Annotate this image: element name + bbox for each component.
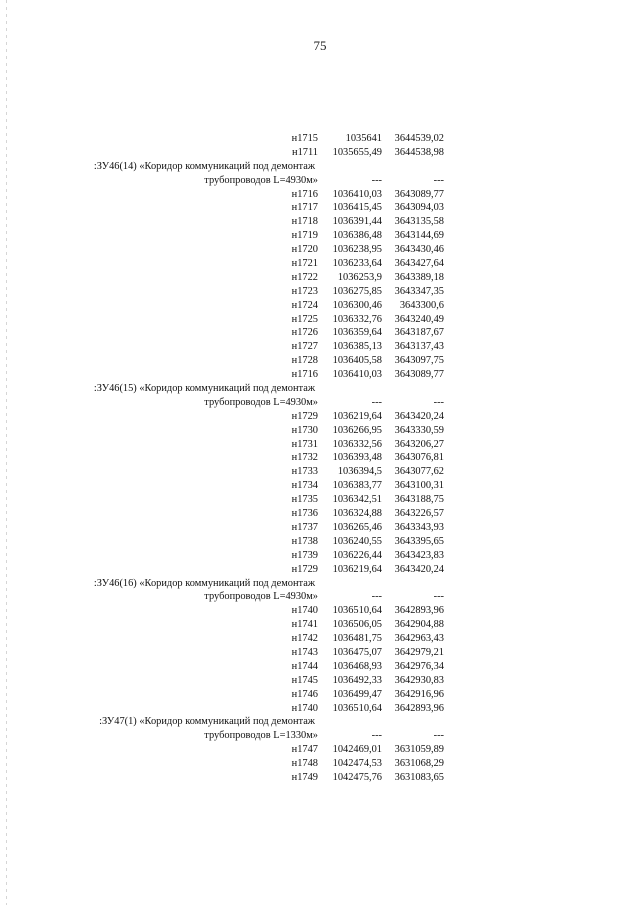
coordinate-row <box>0 354 640 368</box>
y-coordinate: 3631083,65 <box>394 771 444 783</box>
x-coordinate: 1036233,64 <box>332 258 382 270</box>
dash-placeholder: --- <box>371 591 382 603</box>
parcel-header-line <box>0 715 640 729</box>
parcel-block <box>0 160 640 382</box>
coordinate-row <box>0 521 640 535</box>
y-coordinate: 3643206,27 <box>394 438 444 450</box>
coordinate-row <box>0 257 640 271</box>
coordinate-row <box>0 479 640 493</box>
y-coordinate: 3643423,83 <box>394 549 444 561</box>
parcel-title: :ЗУ46(16) «Коридор коммуникаций под демонтаж <box>93 577 315 589</box>
y-coordinate: 3642916,96 <box>394 688 444 700</box>
dash-placeholder: --- <box>433 730 444 742</box>
point-label: н1733 <box>291 466 318 478</box>
parcel-block <box>0 382 640 576</box>
y-coordinate: 3644539,02 <box>394 133 444 144</box>
x-coordinate: 1036238,95 <box>332 244 382 256</box>
x-coordinate: 1036253,9 <box>337 271 382 283</box>
point-label: н1730 <box>291 424 318 436</box>
y-coordinate: 3643240,49 <box>394 313 444 325</box>
point-label: н1725 <box>291 313 318 325</box>
y-coordinate: 3643330,59 <box>394 424 444 436</box>
parcel-title: :ЗУ46(15) «Коридор коммуникаций под демонтаж <box>93 383 315 395</box>
point-label: н1728 <box>291 355 318 367</box>
dash-placeholder: --- <box>371 730 382 742</box>
x-coordinate: 1036300,46 <box>332 299 382 311</box>
point-label: н1716 <box>291 188 318 200</box>
y-coordinate: 3642963,43 <box>394 633 444 645</box>
coordinates-listing <box>0 132 640 785</box>
dash-placeholder: --- <box>433 174 444 186</box>
point-label: н1720 <box>291 244 318 256</box>
y-coordinate: 3643097,75 <box>394 355 444 367</box>
point-label: н1748 <box>291 758 318 770</box>
point-label: н1719 <box>291 230 318 242</box>
point-label: н1743 <box>291 646 318 658</box>
point-label: н1711 <box>292 146 318 158</box>
x-coordinate: 1036475,07 <box>332 646 382 658</box>
parcel-header-line <box>0 396 640 410</box>
dash-placeholder: --- <box>433 396 444 408</box>
coordinate-row <box>0 743 640 757</box>
parcel-header-line <box>0 590 640 604</box>
y-coordinate: 3643187,67 <box>394 327 444 339</box>
x-coordinate: 1036492,33 <box>332 674 382 686</box>
y-coordinate: 3642930,83 <box>394 674 444 686</box>
coordinate-row <box>0 465 640 479</box>
point-label: н1740 <box>291 702 318 714</box>
parcel-block <box>0 577 640 716</box>
x-coordinate: 1036393,48 <box>332 452 382 464</box>
point-label: н1737 <box>291 521 318 533</box>
x-coordinate: 1036275,85 <box>332 285 382 297</box>
coordinate-row <box>0 660 640 674</box>
coordinate-row <box>0 229 640 243</box>
parcel-header-line <box>0 174 640 188</box>
point-label: н1738 <box>291 535 318 547</box>
x-coordinate: 1035655,49 <box>332 146 382 158</box>
x-coordinate: 1036481,75 <box>332 633 382 645</box>
y-coordinate: 3643144,69 <box>394 230 444 242</box>
parcel-subtitle: трубопроводов L=4930м» <box>204 591 318 603</box>
y-coordinate: 3643420,24 <box>394 563 444 575</box>
x-coordinate: 1036405,58 <box>332 355 382 367</box>
x-coordinate: 1036226,44 <box>332 549 382 561</box>
point-label: н1747 <box>291 744 318 756</box>
coordinate-row <box>0 215 640 229</box>
point-label: н1718 <box>291 216 318 228</box>
x-coordinate: 1036510,64 <box>332 702 382 714</box>
parcel-subtitle: трубопроводов L=4930м» <box>204 174 318 186</box>
parcel-block <box>0 132 640 160</box>
x-coordinate: 1036415,45 <box>332 202 382 214</box>
y-coordinate: 3631068,29 <box>394 758 444 770</box>
x-coordinate: 1036219,64 <box>332 563 382 575</box>
y-coordinate: 3643135,58 <box>394 216 444 228</box>
coordinate-row <box>0 132 640 146</box>
coordinate-row <box>0 507 640 521</box>
coordinate-row <box>0 604 640 618</box>
y-coordinate: 3642893,96 <box>394 605 444 617</box>
point-label: н1726 <box>291 327 318 339</box>
coordinate-row <box>0 674 640 688</box>
coordinate-row <box>0 438 640 452</box>
point-label: н1745 <box>291 674 318 686</box>
coordinate-row <box>0 451 640 465</box>
coordinate-row <box>0 188 640 202</box>
x-coordinate: 1036240,55 <box>332 535 382 547</box>
coordinate-row <box>0 299 640 313</box>
y-coordinate: 3643100,31 <box>394 480 444 492</box>
x-coordinate: 1036383,77 <box>332 480 382 492</box>
point-label: н1740 <box>291 605 318 617</box>
x-coordinate: 1036342,51 <box>332 494 382 506</box>
coordinate-row <box>0 632 640 646</box>
point-label: н1716 <box>291 369 318 381</box>
y-coordinate: 3642979,21 <box>394 646 444 658</box>
x-coordinate: 1036332,56 <box>332 438 382 450</box>
y-coordinate: 3643389,18 <box>394 271 444 283</box>
y-coordinate: 3643395,65 <box>394 535 444 547</box>
dash-placeholder: --- <box>371 396 382 408</box>
point-label: н1731 <box>291 438 318 450</box>
y-coordinate: 3631059,89 <box>394 744 444 756</box>
y-coordinate: 3643076,81 <box>394 452 444 464</box>
x-coordinate: 1042475,76 <box>332 771 382 783</box>
point-label: н1736 <box>291 508 318 520</box>
point-label: н1735 <box>291 494 318 506</box>
x-coordinate: 1042474,53 <box>332 758 382 770</box>
page-number: 75 <box>313 38 327 53</box>
x-coordinate: 1036219,64 <box>332 410 382 422</box>
coordinate-row <box>0 563 640 577</box>
point-label: н1727 <box>291 341 318 353</box>
point-label: н1717 <box>291 202 318 214</box>
coordinate-row <box>0 243 640 257</box>
coordinate-row <box>0 535 640 549</box>
coordinate-row <box>0 424 640 438</box>
point-label: н1715 <box>291 133 318 144</box>
x-coordinate: 1036499,47 <box>332 688 382 700</box>
y-coordinate: 3643188,75 <box>394 494 444 506</box>
y-coordinate: 3642893,96 <box>394 702 444 714</box>
x-coordinate: 1036386,48 <box>332 230 382 242</box>
coordinate-row <box>0 702 640 716</box>
point-label: н1722 <box>291 271 318 283</box>
point-label: н1729 <box>291 410 318 422</box>
point-label: н1724 <box>291 299 318 311</box>
x-coordinate: 1036468,93 <box>332 660 382 672</box>
x-coordinate: 1036391,44 <box>332 216 382 228</box>
y-coordinate: 3642976,34 <box>394 660 444 672</box>
point-label: н1729 <box>291 563 318 575</box>
x-coordinate: 1036510,64 <box>332 605 382 617</box>
y-coordinate: 3644538,98 <box>394 146 444 158</box>
parcel-block <box>0 715 640 784</box>
point-label: н1741 <box>291 619 318 631</box>
x-coordinate: 1036359,64 <box>332 327 382 339</box>
coordinate-row <box>0 618 640 632</box>
parcel-subtitle: трубопроводов L=1330м» <box>204 730 318 742</box>
coordinate-row <box>0 646 640 660</box>
coordinate-row <box>0 201 640 215</box>
point-label: н1749 <box>291 771 318 783</box>
coordinate-row <box>0 340 640 354</box>
coordinate-row <box>0 326 640 340</box>
y-coordinate: 3643089,77 <box>394 188 444 200</box>
x-coordinate: 1036324,88 <box>332 508 382 520</box>
coordinate-row <box>0 271 640 285</box>
x-coordinate: 1042469,01 <box>332 744 382 756</box>
point-label: н1732 <box>291 452 318 464</box>
coordinate-row <box>0 285 640 299</box>
dash-placeholder: --- <box>371 174 382 186</box>
coordinate-row <box>0 688 640 702</box>
coordinate-row <box>0 771 640 785</box>
coordinate-row <box>0 410 640 424</box>
y-coordinate: 3643226,57 <box>394 508 444 520</box>
x-coordinate: 1036410,03 <box>332 188 382 200</box>
point-label: н1734 <box>291 480 318 492</box>
parcel-title: :ЗУ46(14) «Коридор коммуникаций под демонтаж <box>93 160 315 172</box>
coordinate-row <box>0 146 640 160</box>
y-coordinate: 3643089,77 <box>394 369 444 381</box>
y-coordinate: 3643427,64 <box>394 258 444 270</box>
dash-placeholder: --- <box>433 591 444 603</box>
point-label: н1744 <box>291 660 318 672</box>
parcel-subtitle: трубопроводов L=4930м» <box>204 396 318 408</box>
point-label: н1739 <box>291 549 318 561</box>
y-coordinate: 3642904,88 <box>394 619 444 631</box>
y-coordinate: 3643430,46 <box>394 244 444 256</box>
parcel-header-line <box>0 160 640 174</box>
x-coordinate: 1036332,76 <box>332 313 382 325</box>
point-label: н1742 <box>291 633 318 645</box>
coordinate-row <box>0 368 640 382</box>
y-coordinate: 3643137,43 <box>394 341 444 353</box>
x-coordinate: 1035641 <box>345 133 382 144</box>
coordinate-row <box>0 757 640 771</box>
point-label: н1723 <box>291 285 318 297</box>
coordinate-row <box>0 493 640 507</box>
coordinate-row <box>0 313 640 327</box>
x-coordinate: 1036385,13 <box>332 341 382 353</box>
parcel-title: :ЗУ47(1) «Коридор коммуникаций под демонтаж <box>99 716 315 728</box>
y-coordinate: 3643347,35 <box>394 285 444 297</box>
y-coordinate: 3643420,24 <box>394 410 444 422</box>
x-coordinate: 1036506,05 <box>332 619 382 631</box>
parcel-header-line <box>0 729 640 743</box>
coordinate-row <box>0 549 640 563</box>
parcel-header-line <box>0 382 640 396</box>
x-coordinate: 1036410,03 <box>332 369 382 381</box>
x-coordinate: 1036266,95 <box>332 424 382 436</box>
parcel-header-line <box>0 577 640 591</box>
y-coordinate: 3643343,93 <box>394 521 444 533</box>
point-label: н1721 <box>291 258 318 270</box>
point-label: н1746 <box>291 688 318 700</box>
y-coordinate: 3643300,6 <box>399 299 444 311</box>
y-coordinate: 3643077,62 <box>394 466 444 478</box>
y-coordinate: 3643094,03 <box>394 202 444 214</box>
x-coordinate: 1036265,46 <box>332 521 382 533</box>
x-coordinate: 1036394,5 <box>337 466 382 478</box>
